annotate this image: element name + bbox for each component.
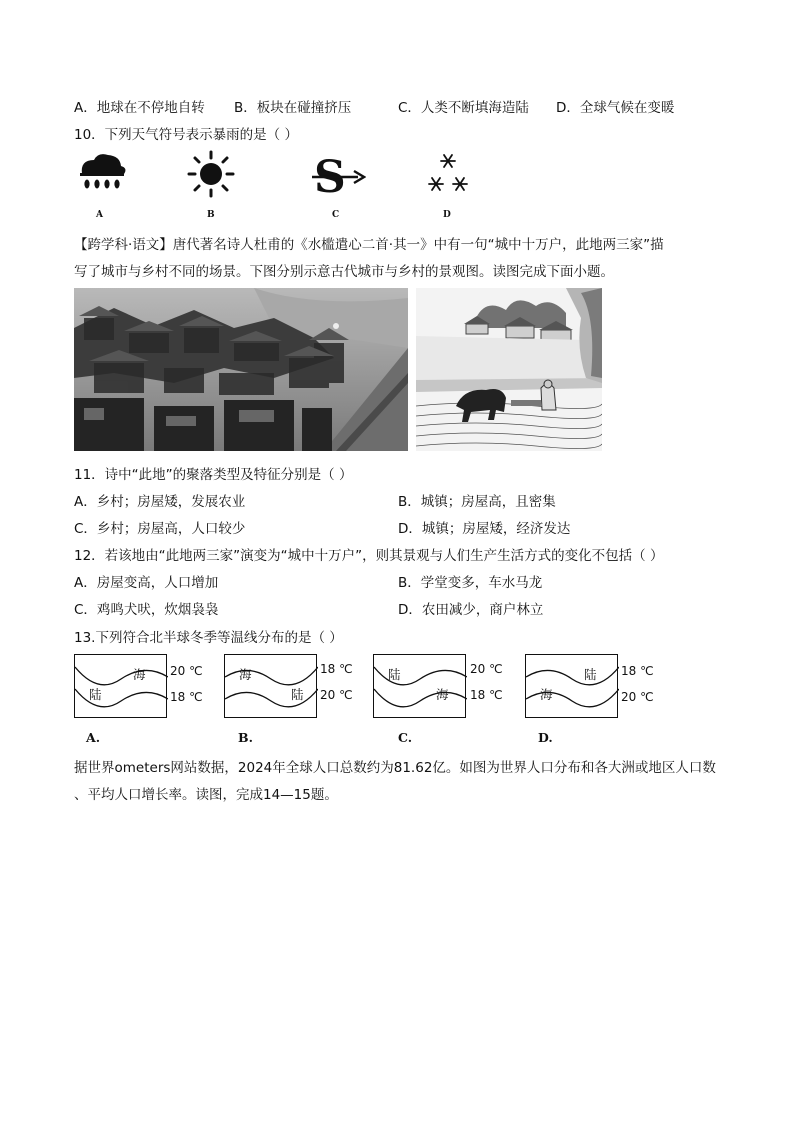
diagram-c-lower-word: 海 xyxy=(436,687,449,702)
q9-option-a: A．地球在不停地自转 xyxy=(74,100,205,116)
svg-text:S: S xyxy=(314,152,346,198)
diagram-b-lower-temp: 20 ℃ xyxy=(320,688,353,702)
isotherm-diagram-d xyxy=(525,654,618,718)
symbol-letter-b: B xyxy=(207,210,215,220)
q11-option-b: B．城镇；房屋高，且密集 xyxy=(398,494,556,510)
q12-stem: 12．若该地由“此地两三家”演变为“城中十万户”，则其景观与人们生产生活方式的变化不包括（ ） xyxy=(74,548,664,564)
q11-stem: 11．诗中“此地”的聚落类型及特征分别是（ ） xyxy=(74,467,353,483)
diagram-c-upper-word: 陆 xyxy=(388,667,401,682)
diagram-b-upper-word: 海 xyxy=(239,667,252,682)
sandstorm-icon xyxy=(310,150,366,198)
diagram-b-letter: B. xyxy=(238,730,253,745)
isotherm-diagram-c xyxy=(373,654,466,718)
q12-option-d: D．农田减少，商户林立 xyxy=(398,602,544,618)
diagram-d-lower-word: 海 xyxy=(540,687,553,702)
diagram-c-upper-temp: 20 ℃ xyxy=(470,662,503,676)
diagram-a-lower-word: 陆 xyxy=(89,687,102,702)
q11-option-d: D．城镇；房屋矮，经济发达 xyxy=(398,521,571,537)
diagram-c-lower-temp: 18 ℃ xyxy=(470,688,503,702)
diagram-b-upper-temp: 18 ℃ xyxy=(320,662,353,676)
diagram-b-lower-word: 陆 xyxy=(291,687,304,702)
diagram-a-upper-temp: 20 ℃ xyxy=(170,664,203,678)
passage-line-1: 据世界ometers网站数据，2024年全球人口总数约为81.62亿。如图为世界人口分布和各大洲或地区人口数 xyxy=(74,760,716,776)
diagram-d-upper-word: 陆 xyxy=(584,667,597,682)
q12-option-b: B．学堂变多，车水马龙 xyxy=(398,575,543,591)
passage-line-2: 、平均人口增长率。读图，完成14—15题。 xyxy=(74,787,338,803)
ancient-city-painting xyxy=(74,288,408,451)
diagram-d-letter: D. xyxy=(538,730,553,745)
q10-stem: 10．下列天气符号表示暴雨的是（ ） xyxy=(74,127,298,143)
ancient-village-painting xyxy=(416,288,602,451)
q9-option-d: D．全球气候在变暖 xyxy=(556,100,675,116)
q9-option-c: C．人类不断填海造陆 xyxy=(398,100,529,116)
q11-option-c: C．乡村；房屋高，人口较少 xyxy=(74,521,246,537)
diagram-d-lower-temp: 20 ℃ xyxy=(621,690,654,704)
symbol-letter-c: C xyxy=(332,210,340,220)
symbol-letter-d: D xyxy=(443,210,451,220)
sun-icon xyxy=(186,150,236,198)
isotherm-diagram-a xyxy=(74,654,167,718)
q12-option-c: C．鸡鸣犬吠，炊烟袅袅 xyxy=(74,602,219,618)
snowflake-icon xyxy=(424,150,472,198)
intro-line-1: 【跨学科·语文】唐代著名诗人杜甫的《水槛遣心二首·其一》中有一句“城中十万户，此地两三家”描 xyxy=(74,237,664,253)
isotherm-diagram-b xyxy=(224,654,317,718)
q13-stem: 13.下列符合北半球冬季等温线分布的是（ ） xyxy=(74,630,343,646)
symbol-letter-a: A xyxy=(96,210,103,220)
q9-option-b: B．板块在碰撞挤压 xyxy=(234,100,352,116)
diagram-a-lower-temp: 18 ℃ xyxy=(170,690,203,704)
diagram-a-letter: A. xyxy=(86,730,101,745)
diagram-c-letter: C. xyxy=(398,730,413,745)
rainstorm-cloud-icon xyxy=(76,150,128,198)
q11-option-a: A．乡村；房屋矮，发展农业 xyxy=(74,494,246,510)
diagram-a-upper-word: 海 xyxy=(133,667,146,682)
intro-line-2: 写了城市与乡村不同的场景。下图分别示意古代城市与乡村的景观图。读图完成下面小题。 xyxy=(74,264,614,280)
diagram-d-upper-temp: 18 ℃ xyxy=(621,664,654,678)
q12-option-a: A．房屋变高，人口增加 xyxy=(74,575,219,591)
